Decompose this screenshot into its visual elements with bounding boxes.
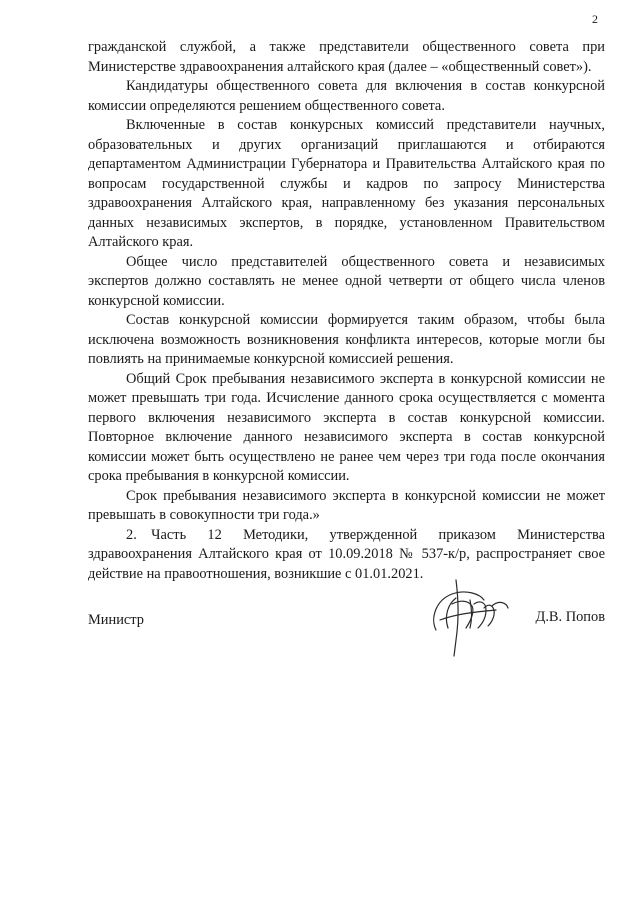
paragraph-total-term: Срок пребывания независимого эксперта в конкурсной комиссии не может превышать в совокупности три года.» [88, 487, 605, 523]
document-body [88, 38, 605, 584]
paragraph-candidates: Кандидатуры общественного совета для включения в состав конкурсной комиссии определяются решением общественного совета. [88, 78, 605, 114]
signatory-title: Министр [88, 612, 144, 628]
paragraph-continuation: гражданской службой, а также представители общественного совета при Министерстве здравоохранения алтайского края (далее – «общественный совет»). [88, 39, 605, 75]
paragraph-conflict-of-interest: Состав конкурсной комиссии формируется таким образом, чтобы была исключена возможность возникновения конфликта интересов, которые могли бы повлиять на принимаемые конкурсной комиссией решения. [88, 312, 605, 367]
page-number: 2 [592, 12, 598, 26]
handwritten-signature-icon [426, 570, 518, 658]
paragraph-item-2: 2. Часть 12 Методики, утвержденной приказом Министерства здравоохранения Алтайского края от 10.09.2018 № 537-к/р, распространяет свое действие на правоотношения, возникшие с 01.01.2021. [88, 526, 605, 582]
paragraph-invited-representatives: Включенные в состав конкурсных комиссий представители научных, образовательных и других организаций приглашаются и отбираются департаментом Администрации Губернатора и Правительства Алтайского края по вопросам государственной службы и кадров по запросу Министерства здравоохранения Алтайского края, направленному без указания персональных данных независимых экспертов, в порядке, установленном Правительством Алтайского края. [88, 117, 605, 250]
signatory-name: Д.В. Попов [535, 609, 605, 625]
signature-block [88, 570, 605, 660]
paragraph-member-quota: Общее число представителей общественного совета и независимых экспертов должно составлять не менее одной четверти от общего числа членов конкурсной комиссии. [88, 253, 605, 309]
paragraph-term-limit: Общий Срок пребывания независимого эксперта в конкурсной комиссии не может превышать три года. Исчисление данного срока осуществляется с момента первого включения независимого эксперта в состав конкурсной комиссии. Повторное включение данного независимого эксперта в состав конкурсной комиссии может быть осуществлено не ранее чем через три года после окончания срока пребывания в конкурсной комиссии. [88, 370, 605, 484]
